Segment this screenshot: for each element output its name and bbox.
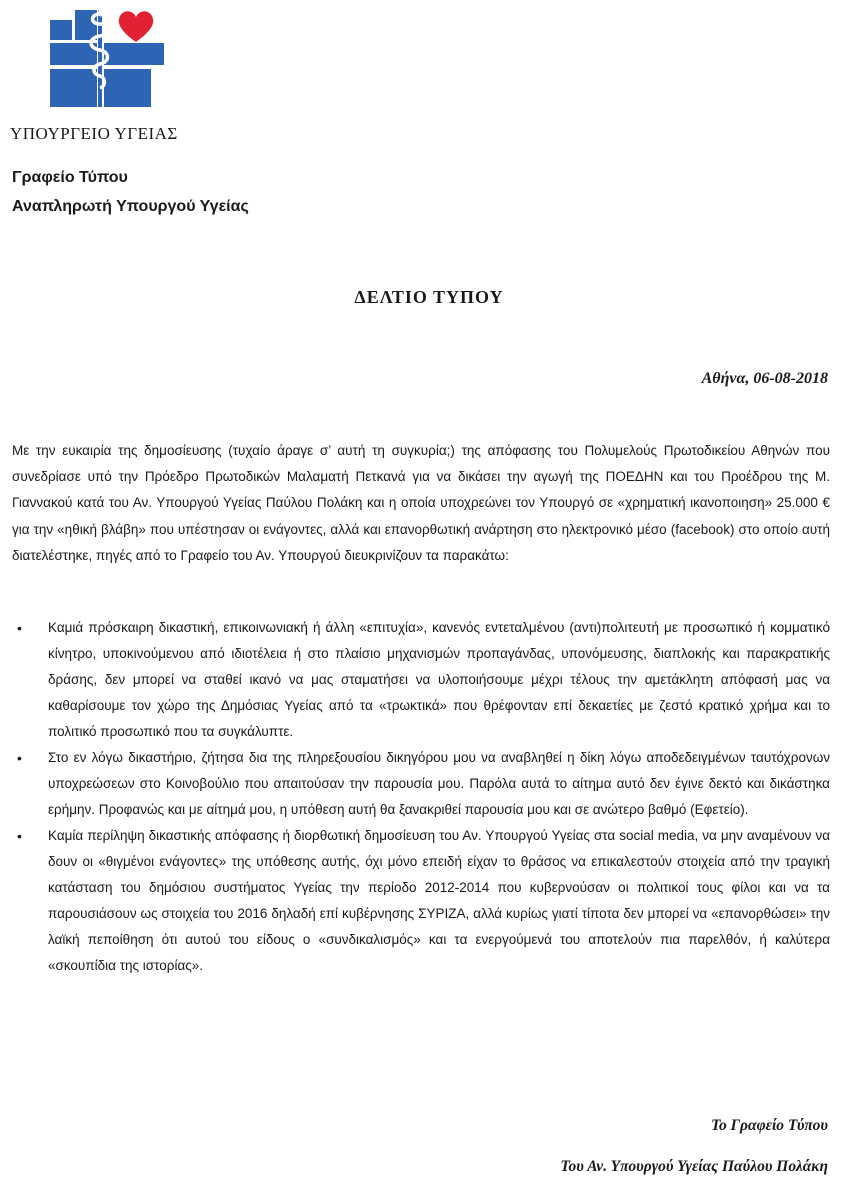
bullet-icon: • — [17, 620, 22, 636]
bullet-text: Καμιά πρόσκαιρη δικαστική, επικοινωνιακή ή άλλη «επιτυχία», κανενός εντεταλμένου (αντι)πολιτευτή με προσωπικό ή κομματικό κίνητρο, υποκινούμενου από ιδιοτέλεια ή στο πλαίσιο μηχανισμών προπαγάνδας, υπονόμευσης, διαπλοκής και παρακρατικής δράσης, δεν μπορεί να σταθεί ικανό να μας σταματήσει να υλοποιήσουμε μέχρι τέλους την αμετάκλητη απόφασή μας να καθαρίσουμε τον χώρο της Δημόσιας Υγείας από τα «τρωκτικά» που θρέφονταν επί δεκαετίες με ζεστό κρατικό χρήμα και το πολιτικό προσωπικό που τα συγκάλυπτε. — [48, 620, 830, 739]
press-office-line: Γραφείο Τύπου — [12, 169, 128, 186]
logo-block-bottom-right — [104, 69, 151, 107]
logo-serpent-head — [98, 10, 105, 17]
logo-block-top-left — [50, 20, 72, 40]
bullet-item — [0, 823, 858, 979]
signature-minister: Του Αν. Υπουργού Υγείας Παύλου Πολάκη — [560, 1158, 828, 1175]
press-office-heading — [12, 163, 249, 221]
bullet-item — [0, 615, 858, 745]
bullet-icon: • — [17, 750, 22, 766]
logo-heart — [119, 11, 153, 42]
bullet-text: Καμία περίληψη δικαστικής απόφασης ή διορθωτική δημοσίευση του Αν. Υπουργού Υγείας στα social media, να μην αναμένουν να δουν οι «θιγμένοι ενάγοντες» της υπόθεσης αυτής, όχι μόνο επειδή είχαν το θράσος να επικαλεστούν στοιχεία από την τραγική κατάσταση του δημόσιου συστήματος Υγείας την περίοδο 2012-2014 που κυβερνούσαν οι πολιτικοί τους φίλοι και να τα παρουσιάσουν ως στοιχεία του 2016 δηλαδή επί κυβέρνησης ΣΥΡΙΖΑ, αλλά κυρίως γιατί τίποτα δεν μπορεί να «επανορθώσει» την λαϊκή πεποίθηση ότι αυτού του είδους ο «συνδικαλισμός» και τα ενεργούμενά του αποτελούν πια παρελθόν, ή καλύτερα «σκουπίδια της ιστορίας». — [48, 828, 830, 973]
bullet-text: Στο εν λόγω δικαστήριο, ζήτησα δια της πληρεξουσίου δικηγόρου μου να αναβληθεί η δίκη λόγω αποδεδειγμένων ταυτόχρονων υποχρεώσεων στο Κοινοβούλιο που απαιτούσαν την παρουσία μου. Παρόλα αυτά το αίτημα αυτό δεν έγινε δεκτό και δικάστηκα ερήμην. Προφανώς και με αίτημά μου, η υπόθεση αυτή θα ξανακριθεί παρουσία μου και σε ανώτερο βαθμό (Εφετείο). — [48, 750, 830, 817]
bullet-list — [0, 615, 858, 979]
document-title: ΔΕΛΤΙΟ ΤΥΠΟΥ — [354, 287, 504, 307]
logo-block-left — [50, 43, 97, 65]
place-date: Αθήνα, 06-08-2018 — [701, 370, 828, 387]
ministry-logo — [44, 8, 170, 108]
logo-block-right — [104, 43, 164, 65]
logo-block-bottom-left — [50, 69, 97, 107]
bullet-item — [0, 745, 858, 823]
deputy-minister-line: Αναπληρωτή Υπουργού Υγείας — [12, 198, 249, 215]
ministry-name: ΥΠΟΥΡΓΕΙΟ ΥΓΕΙΑΣ — [10, 124, 178, 143]
intro-paragraph: Με την ευκαιρία της δημοσίευσης (τυχαίο άραγε σ’ αυτή τη συγκυρία;) της απόφασης του Πολυμελούς Πρωτοδικείου Αθηνών που συνεδρίασε υπό την Πρόεδρο Πρωτοδικών Μαλαματή Πετκανά για να δικάσει την αγωγή της ΠΟΕΔΗΝ και του Προέδρου της Μ. Γιαννακού κατά του Αν. Υπουργού Υγείας Παύλου Πολάκη και η οποία υποχρεώνει τον Υπουργό σε «χρηματική ικανοποιηση» 25.000 € για την «ηθική βλάβη» που υπέστησαν οι ενάγοντες, αλλά και επανορθωτική ανάρτηση στο ηλεκτρονικό μέσο (facebook) στο οποίο αυτή διατελέστηκε, πηγές από το Γραφείο του Αν. Υπουργού διευκρινίζουν τα παρακάτω: — [12, 443, 830, 563]
signature-office: Το Γραφείο Τύπου — [710, 1117, 828, 1134]
bullet-icon: • — [17, 828, 22, 844]
